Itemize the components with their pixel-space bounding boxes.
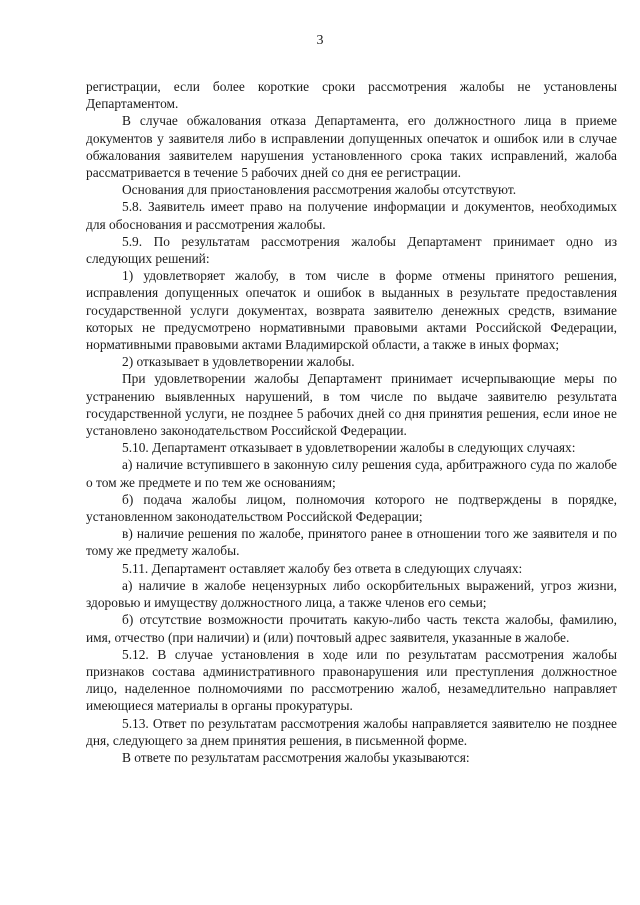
paragraph: 5.12. В случае установления в ходе или по результатам рассмотрения жалобы признаков состава административного правонарушения или преступления должностное лицо, наделенное полномочиями по рассмотрению жалоб, незамедлительно направляет имеющиеся материалы в органы прокуратуры. bbox=[86, 646, 617, 714]
paragraph: Основания для приостановления рассмотрения жалобы отсутствуют. bbox=[122, 182, 517, 198]
paragraph: 5.10. Департамент отказывает в удовлетворении жалобы в следующих случаях: bbox=[122, 440, 576, 456]
document-body bbox=[86, 78, 617, 766]
page-number: 3 bbox=[316, 33, 324, 48]
paragraph: б) отсутствие возможности прочитать какую-либо часть текста жалобы, фамилию, имя, отчество (при наличии) и (или) почтовый адрес заявителя, указанные в жалобе. bbox=[86, 612, 617, 645]
paragraph: 5.9. По результатам рассмотрения жалобы Департамент принимает одно из следующих решений: bbox=[86, 233, 617, 267]
paragraph: б) подача жалобы лицом, полномочия которого не подтверждены в порядке, установленном законодательством Российской Федерации; bbox=[86, 491, 617, 525]
paragraph: а) наличие вступившего в законную силу решения суда, арбитражного суда по жалобе о том же предмете и по тем же основаниям; bbox=[86, 457, 617, 490]
paragraph: 2) отказывает в удовлетворении жалобы. bbox=[122, 354, 355, 370]
paragraph: В случае обжалования отказа Департамента, его должностного лица в приеме документов у заявителя либо в исправлении допущенных опечаток и ошибок или в случае обжалования заявителем нарушения установленного срока таких исправлений, жалоба рассматривается в течение 5 рабочих дней со дня ее регистрации. bbox=[86, 113, 617, 181]
paragraph: а) наличие в жалобе нецензурных либо оскорбительных выражений, угроз жизни, здоровью и имуществу должностного лица, а также членов его семьи; bbox=[86, 577, 617, 611]
paragraph: регистрации, если более короткие сроки рассмотрения жалобы не установлены Департаментом. bbox=[86, 79, 617, 112]
paragraph: 5.11. Департамент оставляет жалобу без ответа в следующих случаях: bbox=[122, 560, 523, 576]
paragraph: 1) удовлетворяет жалобу, в том числе в форме отмены принятого решения, исправления допущенных опечаток и ошибок в выданных в результате предоставления государственной услуги документах, возврата заявителю денежных средств, взимание которых не предусмотрено нормативными правовыми актами Российской Федерации, нормативными правовыми актами Владимирской области, а также в иных формах; bbox=[86, 268, 617, 353]
paragraph: в) наличие решения по жалобе, принятого ранее в отношении того же заявителя и по тому же предмету жалобы. bbox=[86, 526, 617, 559]
paragraph: 5.8. Заявитель имеет право на получение информации и документов, необходимых для обоснования и рассмотрения жалобы. bbox=[86, 199, 617, 232]
paragraph: 5.13. Ответ по результатам рассмотрения жалобы направляется заявителю не позднее дня, следующего за днем принятия решения, в письменной форме. bbox=[86, 715, 617, 748]
paragraph: В ответе по результатам рассмотрения жалобы указываются: bbox=[122, 749, 470, 765]
paragraph: При удовлетворении жалобы Департамент принимает исчерпывающие меры по устранению выявленных нарушений, в том числе по выдаче заявителю результата государственной услуги, не позднее 5 рабочих дней со дня принятия решения, если иное не установлено законодательством Российской Федерации. bbox=[86, 371, 617, 439]
